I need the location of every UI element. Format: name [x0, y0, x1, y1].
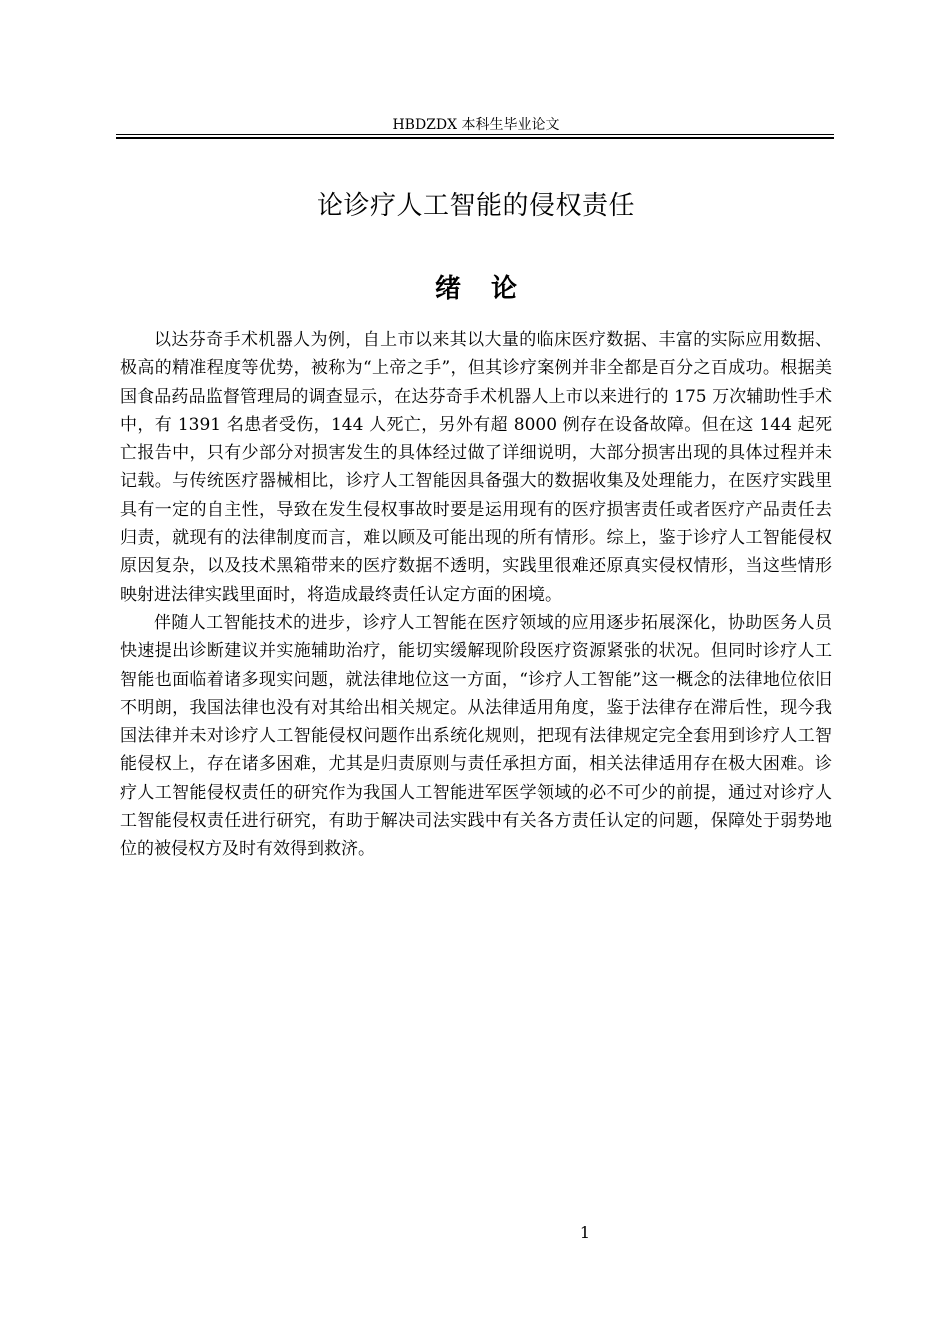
section-heading: 绪论: [434, 274, 547, 304]
header-rule-thin: [116, 134, 834, 135]
page-number: 1: [579, 1223, 591, 1242]
running-header: HBDZDX 本科生毕业论文: [392, 117, 560, 133]
body-text: [120, 326, 832, 864]
header-rule-thick: [116, 137, 834, 139]
paper-title: 论诊疗人工智能的侵权责任: [316, 191, 635, 221]
paragraph-2: 伴随人工智能技术的进步，诊疗人工智能在医疗领域的应用逐步拓展深化，协助医务人员快速提出诊断建议并实施辅助治疗，能切实缓解现阶段医疗资源紧张的状况。但同时诊疗人工智能也面临着诸多现实问题，就法律地位这一方面，“诊疗人工智能”这一概念的法律地位依旧不明朗，我国法律也没有对其给出相关规定。从法律适用角度，鉴于法律存在滞后性，现今我国法律并未对诊疗人工智能侵权问题作出系统化规则，把现有法律规定完全套用到诊疗人工智能侵权上，存在诸多困难，尤其是归责原则与责任承担方面，相关法律适用存在极大困难。诊疗人工智能侵权责任的研究作为我国人工智能进军医学领域的必不可少的前提，通过对诊疗人工智能侵权责任进行研究，有助于解决司法实践中有关各方责任认定的问题，保障处于弱势地位的被侵权方及时有效得到救济。: [120, 612, 832, 860]
paragraph-1: 以达芬奇手术机器人为例，自上市以来其以大量的临床医疗数据、丰富的实际应用数据、极高的精准程度等优势，被称为“上帝之手”，但其诊疗案例并非全都是百分之百成功。根据美国食品药品监督管理局的调查显示，在达芬奇手术机器人上市以来进行的 175 万次辅助性手术中，有 1391 名患者受伤，144 人死亡，另外有超 8000 例存在设备故障。但在这 144 起死亡报告中，只有少部分对损害发生的具体经过做了详细说明，大部分损害出现的具体过程并未记载。与传统医疗器械相比，诊疗人工智能因具备强大的数据收集及处理能力，在医疗实践里具有一定的自主性，导致在发生侵权事故时要是运用现有的医疗损害责任或者医疗产品责任去归责，就现有的法律制度而言，难以顾及可能出现的所有情形。综上，鉴于诊疗人工智能侵权原因复杂，以及技术黑箱带来的医疗数据不透明，实践里很难还原真实侵权情形，当这些情形映射进法律实践里面时，将造成最终责任认定方面的困境。: [120, 330, 832, 605]
